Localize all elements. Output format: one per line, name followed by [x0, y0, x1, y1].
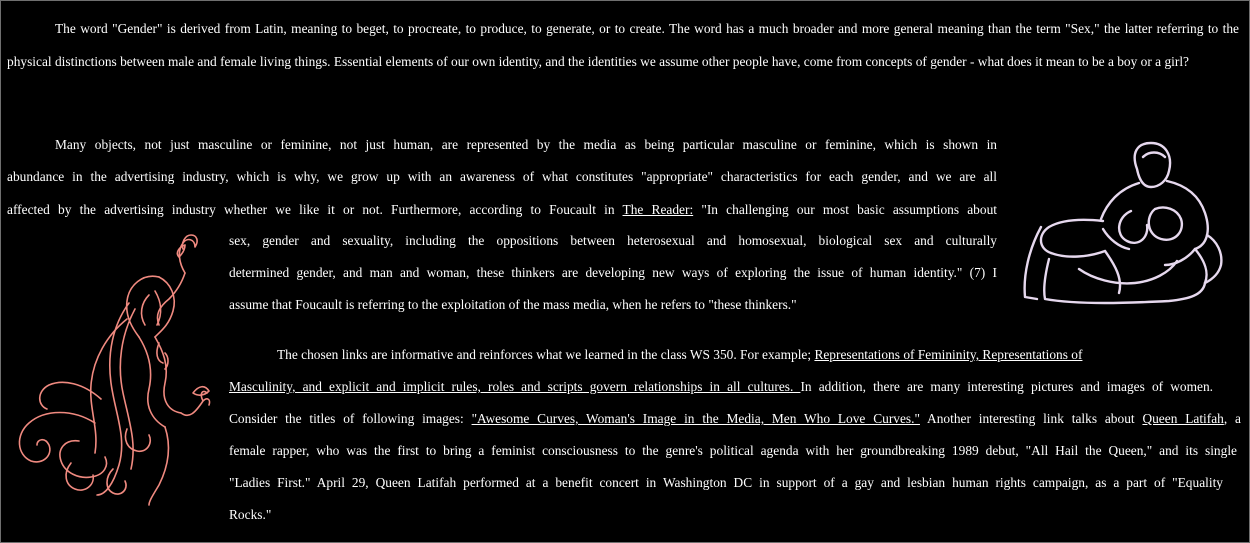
text-segment: The chosen links are informative and reinforces what we learned in the class WS 350. For example; [277, 347, 815, 362]
text-line: sex, gender and sexuality, including the oppositions between heterosexual and homosexual, biological sex and culturally [229, 233, 997, 248]
paragraph-gender-definition: The word "Gender" is derived from Latin, meaning to beget, to procreate, to produce, to generate, or to create. The word has a much broader and more general meaning than the term "Sex," the latter referring to the physical distinctions between male and female living things. Essential elements of our own identity, and the identities we assume other people have, come from concepts of gender - what does it mean to be a boy or a girl? [7, 21, 1239, 69]
link-the-reader[interactable]: The Reader: [622, 202, 694, 217]
text-line [7, 202, 997, 218]
link-awesome-curves[interactable]: "Awesome Curves, Woman's Image in the Media, Men Who Love Curves." [471, 411, 920, 426]
text-segment: Another interesting link talks about [919, 411, 1143, 426]
line-drawing-woman-with-flowing-hair-icon [9, 233, 219, 508]
text-line: "Ladies First." April 29, Queen Latifah performed at a benefit concert in Washington DC in support of a gay and lesbian human rights campaign, as a part of "Equality [229, 475, 1223, 490]
text-line: female rapper, who was the first to bring a feminist consciousness to the genre's political agenda with her groundbreaking 1989 debut, "All Hail the Queen," and its single [229, 443, 1237, 458]
link-representations-of-masculinity[interactable]: Masculinity, and explicit and implicit rules, roles and scripts govern relationships in all cultures. [229, 379, 801, 394]
text-segment: , a [1223, 411, 1241, 426]
text-line: determined gender, and man and woman, these thinkers are developing new ways of exploring the issue of human identity." (7) I [229, 265, 997, 280]
link-representations-of-femininity[interactable]: Representations of Femininity, Representations of [814, 347, 1083, 362]
text-segment: In addition, there are many interesting pictures and images of women. [800, 379, 1213, 394]
text-line: Many objects, not just masculine or feminine, not just human, are represented by the media as being particular masculine or feminine, which is shown in [55, 137, 997, 152]
text-segment: "In challenging our most basic assumptions about [693, 202, 997, 217]
link-queen-latifah[interactable]: Queen Latifah [1142, 411, 1224, 426]
text-line [277, 347, 1177, 363]
text-line: abundance in the advertising industry, which is why, we grow up with an awareness of what constitutes "appropriate" characteristics for each gender, and we are all [7, 169, 997, 184]
text-segment: affected by the advertising industry whether we like it or not. Furthermore, according to Foucault in [7, 202, 623, 217]
text-line: assume that Foucault is referring to the exploitation of the mass media, when he refers to "these thinkers." [229, 297, 797, 312]
text-segment: Consider the titles of following images: [229, 411, 472, 426]
line-drawing-seated-curvy-woman-icon [1019, 139, 1225, 307]
text-line [229, 379, 1213, 395]
text-line: Rocks." [229, 507, 272, 522]
text-line [229, 411, 1241, 427]
